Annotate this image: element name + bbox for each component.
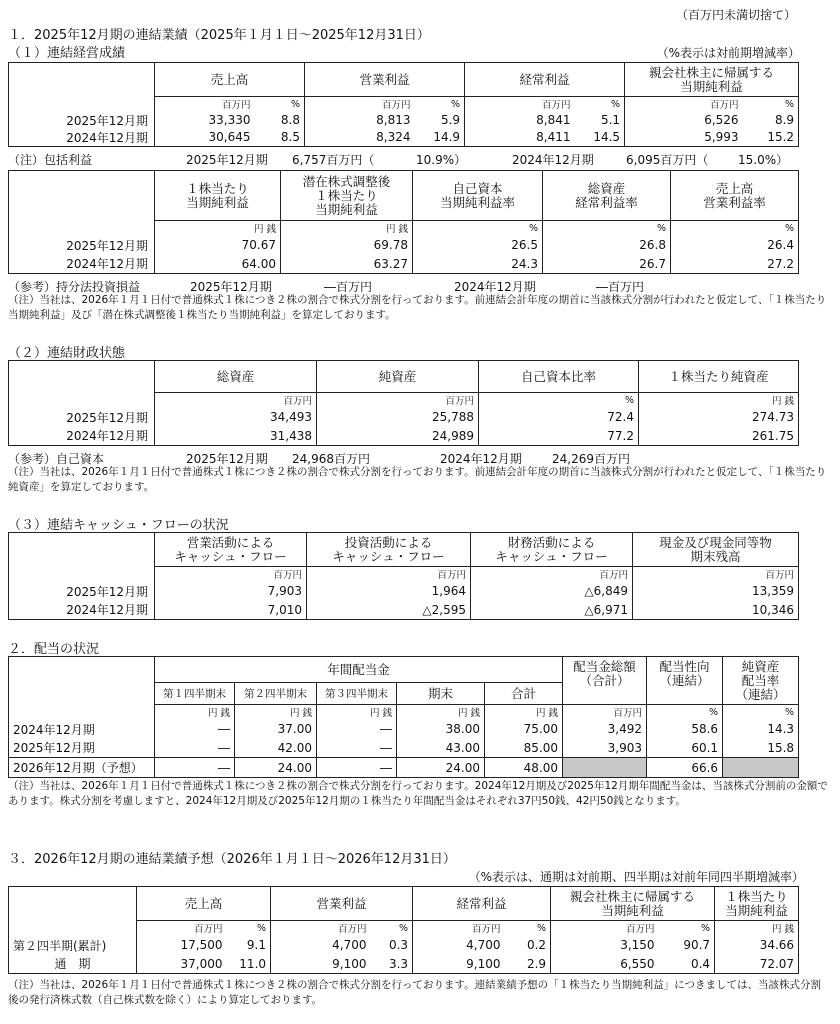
cell: ― — [155, 758, 235, 778]
cell: 42.00 — [235, 739, 317, 758]
unit-cell: % — [415, 97, 465, 112]
cell: 9,100 — [271, 955, 371, 974]
col-investing-cf: 投資活動による キャッシュ・フロー — [307, 533, 471, 567]
cell: ― — [155, 739, 235, 758]
row-label: 2025年12月期 — [9, 739, 155, 758]
cell: 5.9 — [415, 112, 465, 129]
comp-pct-1: 10.9%） — [416, 153, 467, 167]
cell: 0.2 — [505, 936, 551, 955]
unit-cell: 百万円 — [551, 921, 659, 936]
cell: 38.00 — [397, 720, 485, 739]
unit-cell: 円 銭 — [155, 221, 281, 236]
unit-cell: % — [371, 921, 413, 936]
comp-year-2: 2024年12月期 — [512, 153, 594, 167]
col-payout-ratio: 配当性向 （連結） — [647, 657, 723, 705]
cell: ― — [317, 758, 397, 778]
cell: 26.5 — [413, 236, 543, 255]
unit-cell: 円 銭 — [281, 221, 413, 236]
cell-shaded — [563, 758, 647, 778]
cell: 274.73 — [639, 408, 799, 427]
row-label: 2024年12月期 — [9, 427, 155, 446]
unit-cell: % — [647, 705, 723, 720]
equity-capital-year-1: 2025年12月期 — [186, 452, 268, 466]
col-q1: 第１四半期末 — [155, 683, 235, 705]
cell: 3,903 — [563, 739, 647, 758]
equity-method-label: （参考）持分法投資損益 — [8, 280, 141, 294]
cell: 24.3 — [413, 255, 543, 274]
cell: ― — [155, 720, 235, 739]
cell: 72.4 — [479, 408, 639, 427]
col-annual-dividends: 年間配当金 — [155, 657, 563, 683]
col-roa: 総資産 経常利益率 — [543, 171, 671, 221]
cell: 5,993 — [625, 129, 743, 147]
cell: 8,813 — [305, 112, 415, 129]
equity-capital-value-1: 24,968百万円 — [292, 452, 370, 466]
cell: 85.00 — [485, 739, 563, 758]
cell: 3,492 — [563, 720, 647, 739]
cell: 6,526 — [625, 112, 743, 129]
cell: 8,411 — [465, 129, 575, 147]
cell: 64.00 — [155, 255, 281, 274]
cell: 37.00 — [235, 720, 317, 739]
cell: 14.5 — [575, 129, 625, 147]
unit-cell: 百万円 — [563, 705, 647, 720]
equity-capital-year-2: 2024年12月期 — [440, 452, 522, 466]
col-eps: １株当たり 当期純利益 — [155, 171, 281, 221]
unit-cell: 百万円 — [471, 567, 633, 582]
unit-cell: 百万円 — [465, 97, 575, 112]
cell: 31,438 — [155, 427, 317, 446]
unit-cell: % — [505, 921, 551, 936]
col-net-assets: 純資産 — [317, 361, 479, 393]
col-sales: 売上高 — [155, 63, 305, 97]
col-cash-balance: 現金及び現金同等物 期末残高 — [633, 533, 799, 567]
comp-value-1: 6,757百万円（ — [292, 153, 375, 167]
cell: 24.00 — [235, 758, 317, 778]
col-operating-income: 営業利益 — [305, 63, 465, 97]
row-label: 2024年12月期 — [9, 255, 155, 274]
comprehensive-income-label: （注）包括利益 — [8, 153, 93, 167]
col-operating-cf: 営業活動による キャッシュ・フロー — [155, 533, 307, 567]
cell: ― — [317, 739, 397, 758]
table-row — [9, 408, 799, 427]
table-row — [9, 739, 799, 758]
cell: 58.6 — [647, 720, 723, 739]
col-total-assets: 総資産 — [155, 361, 317, 393]
unit-cell: 百万円 — [137, 921, 227, 936]
equity-value-2: ―百万円 — [596, 280, 645, 294]
cell: 13,359 — [633, 582, 799, 601]
per-share-table — [8, 170, 799, 274]
cell: 0.3 — [371, 936, 413, 955]
cell: 33,330 — [155, 112, 255, 129]
equity-year-1: 2025年12月期 — [190, 280, 272, 294]
table-row — [9, 582, 799, 601]
row-label: 2025年12月期 — [9, 582, 155, 601]
cell: 8.5 — [255, 129, 305, 147]
unit-cell: % — [227, 921, 271, 936]
cell: 63.27 — [281, 255, 413, 274]
subsection-operating-results: （１）連結経営成績 — [8, 46, 126, 61]
col-net-income: 親会社株主に帰属する 当期純利益 — [625, 63, 799, 97]
note-text: （注）当社は、2026年１月１日付で普通株式１株につき２株の割合で株式分割を行っております。前連結会計年度の期首に当該株式分割が行われたと仮定して、「１株当たり当期純利益」及び「潜在株式調整後１株当たり当期純利益」を算定しております。 — [8, 294, 827, 321]
cell: 4,700 — [413, 936, 505, 955]
cell: 17,500 — [137, 936, 227, 955]
col-eps: １株当たり 当期純利益 — [715, 887, 799, 921]
cell: 72.07 — [715, 955, 799, 974]
comp-pct-2: 15.0%） — [738, 153, 789, 167]
unit-cell: % — [255, 97, 305, 112]
row-label: 2024年12月期 — [9, 720, 155, 739]
subsection-financial-position: （２）連結財政状態 — [8, 346, 126, 361]
cell: 7,903 — [155, 582, 307, 601]
note-text: （注）当社は、2026年１月１日付で普通株式１株につき２株の割合で株式分割を行っております。2024年12月期及び2025年12月期年間配当金は、当該株式分割前の金額であります。株式分割を考慮しますと、2024年12月期及び2025年12月期の１株当たり年間配当金はそれぞれ37円50銭、42円50銭となります。 — [8, 780, 828, 807]
cell: 75.00 — [485, 720, 563, 739]
unit-cell: % — [413, 221, 543, 236]
cell: 8,324 — [305, 129, 415, 147]
cell: 37,000 — [137, 955, 227, 974]
cell: 90.7 — [659, 936, 715, 955]
dividends-table — [8, 656, 799, 778]
unit-cell: 百万円 — [155, 393, 317, 408]
unit-cell: 百万円 — [413, 921, 505, 936]
cell: 34,493 — [155, 408, 317, 427]
table-row — [9, 427, 799, 446]
cell: 26.7 — [543, 255, 671, 274]
row-label: 2026年12月期（予想） — [9, 758, 155, 778]
cell: 24.00 — [397, 758, 485, 778]
col-year-end: 期末 — [397, 683, 485, 705]
unit-cell: 百万円 — [271, 921, 371, 936]
cell: 34.66 — [715, 936, 799, 955]
row-label: 第２四半期(累計) — [9, 936, 137, 955]
equity-year-2: 2024年12月期 — [454, 280, 536, 294]
unit-cell: 円 銭 — [639, 393, 799, 408]
section-title-results: １．2025年12月期の連結業績（2025年１月１日～2025年12月31日） — [8, 28, 430, 43]
cell: 9,100 — [413, 955, 505, 974]
cell: 8,841 — [465, 112, 575, 129]
unit-cell: 百万円 — [307, 567, 471, 582]
cell: 15.2 — [743, 129, 799, 147]
cell: 27.2 — [671, 255, 799, 274]
forecast-table — [8, 886, 799, 974]
comp-year-1: 2025年12月期 — [186, 153, 268, 167]
col-q2: 第２四半期末 — [235, 683, 317, 705]
forecast-pct-note: （%表示は、通期は対前期、四半期は対前年同四半期増減率） — [468, 870, 804, 884]
cell: 26.4 — [671, 236, 799, 255]
cell: 261.75 — [639, 427, 799, 446]
row-label: 2025年12月期 — [9, 408, 155, 427]
unit-cell: 百万円 — [633, 567, 799, 582]
comp-value-2: 6,095百万円（ — [626, 153, 709, 167]
cell: 4,700 — [271, 936, 371, 955]
unit-cell: % — [575, 97, 625, 112]
unit-cell: 円 銭 — [715, 921, 799, 936]
subsection-cash-flows: （３）連結キャッシュ・フローの状況 — [8, 518, 229, 533]
table-row — [9, 601, 799, 620]
operating-results-table — [8, 62, 799, 147]
cell: 9.1 — [227, 936, 271, 955]
table-row — [9, 129, 799, 147]
cell: 7,010 — [155, 601, 307, 620]
cell: 70.67 — [155, 236, 281, 255]
col-ordinary-income: 経常利益 — [413, 887, 551, 921]
cell: 69.78 — [281, 236, 413, 255]
cell: 14.9 — [415, 129, 465, 147]
cell: 3,150 — [551, 936, 659, 955]
unit-cell: 百万円 — [155, 567, 307, 582]
unit-cell: 円 銭 — [155, 705, 235, 720]
col-operating-income: 営業利益 — [271, 887, 413, 921]
cell: 1,964 — [307, 582, 471, 601]
col-diluted-eps: 潜在株式調整後 １株当たり 当期純利益 — [281, 171, 413, 221]
cell: 66.6 — [647, 758, 723, 778]
unit-cell: 百万円 — [305, 97, 415, 112]
unit-cell: 円 銭 — [235, 705, 317, 720]
col-operating-margin: 売上高 営業利益率 — [671, 171, 799, 221]
cell: 24,989 — [317, 427, 479, 446]
cell: △6,971 — [471, 601, 633, 620]
cell: 77.2 — [479, 427, 639, 446]
cell: 30,645 — [155, 129, 255, 147]
unit-cell: % — [671, 221, 799, 236]
note-text: （注）当社は、2026年１月１日付で普通株式１株につき２株の割合で株式分割を行っております。連結業績予想の「１株当たり当期純利益」につきましては、当該株式分割後の発行済株式数（自己株式数を除く）により算定しております。 — [8, 979, 821, 1006]
pct-note: （%表示は対前期増減率） — [656, 46, 800, 60]
unit-cell: 円 銭 — [317, 705, 397, 720]
cell: 6,550 — [551, 955, 659, 974]
cell: △2,595 — [307, 601, 471, 620]
col-sales: 売上高 — [137, 887, 271, 921]
col-ordinary-income: 経常利益 — [465, 63, 625, 97]
cell: 5.1 — [575, 112, 625, 129]
cell: 11.0 — [227, 955, 271, 974]
cell: ― — [317, 720, 397, 739]
cell: 15.8 — [723, 739, 799, 758]
financial-position-table — [8, 360, 799, 446]
row-label: 2025年12月期 — [9, 236, 155, 255]
unit-cell: % — [543, 221, 671, 236]
row-label: 2024年12月期 — [9, 129, 155, 147]
cell: 25,788 — [317, 408, 479, 427]
col-bps: １株当たり純資産 — [639, 361, 799, 393]
row-label: 2024年12月期 — [9, 601, 155, 620]
cell: 48.00 — [485, 758, 563, 778]
row-label: 2025年12月期 — [9, 112, 155, 129]
row-label: 通 期 — [9, 955, 137, 974]
col-total-dividends: 配当金総額 （合計） — [563, 657, 647, 705]
col-doe: 純資産 配当率 （連結） — [723, 657, 799, 705]
cell: △6,849 — [471, 582, 633, 601]
cell-shaded — [723, 758, 799, 778]
section-title-dividends: ２．配当の状況 — [8, 642, 100, 657]
cell: 60.1 — [647, 739, 723, 758]
unit-cell: 円 銭 — [397, 705, 485, 720]
unit-cell: 百万円 — [155, 97, 255, 112]
unit-cell: % — [743, 97, 799, 112]
unit-cell: % — [723, 705, 799, 720]
cell: 8.8 — [255, 112, 305, 129]
table-row — [9, 720, 799, 739]
table-row — [9, 936, 799, 955]
table-row — [9, 758, 799, 778]
table-row — [9, 955, 799, 974]
cell: 0.4 — [659, 955, 715, 974]
cash-flow-table — [8, 532, 799, 620]
cell: 2.9 — [505, 955, 551, 974]
unit-cell: 百万円 — [317, 393, 479, 408]
cell: 10,346 — [633, 601, 799, 620]
col-financing-cf: 財務活動による キャッシュ・フロー — [471, 533, 633, 567]
unit-cell: % — [659, 921, 715, 936]
cell: 8.9 — [743, 112, 799, 129]
equity-capital-value-2: 24,269百万円 — [552, 452, 630, 466]
table-row — [9, 112, 799, 129]
table-row — [9, 255, 799, 274]
equity-capital-label: （参考）自己資本 — [8, 452, 105, 466]
unit-cell: 百万円 — [625, 97, 743, 112]
note-text: （注）当社は、2026年１月１日付で普通株式１株につき２株の割合で株式分割を行っております。前連結会計年度の期首に当該株式分割が行われたと仮定して、「１株当たり純資産」を算定しております。 — [8, 466, 827, 493]
section-title-forecast: ３．2026年12月期の連結業績予想（2026年１月１日～2026年12月31日） — [8, 852, 456, 867]
col-roe: 自己資本 当期純利益率 — [413, 171, 543, 221]
unit-note: （百万円未満切捨て） — [675, 8, 796, 22]
col-q3: 第３四半期末 — [317, 683, 397, 705]
unit-cell: 円 銭 — [485, 705, 563, 720]
equity-value-1: ―百万円 — [324, 280, 373, 294]
cell: 14.3 — [723, 720, 799, 739]
cell: 3.3 — [371, 955, 413, 974]
col-total: 合計 — [485, 683, 563, 705]
cell: 26.8 — [543, 236, 671, 255]
col-equity-ratio: 自己資本比率 — [479, 361, 639, 393]
cell: 43.00 — [397, 739, 485, 758]
unit-cell: % — [479, 393, 639, 408]
col-net-income: 親会社株主に帰属する 当期純利益 — [551, 887, 715, 921]
table-row — [9, 236, 799, 255]
